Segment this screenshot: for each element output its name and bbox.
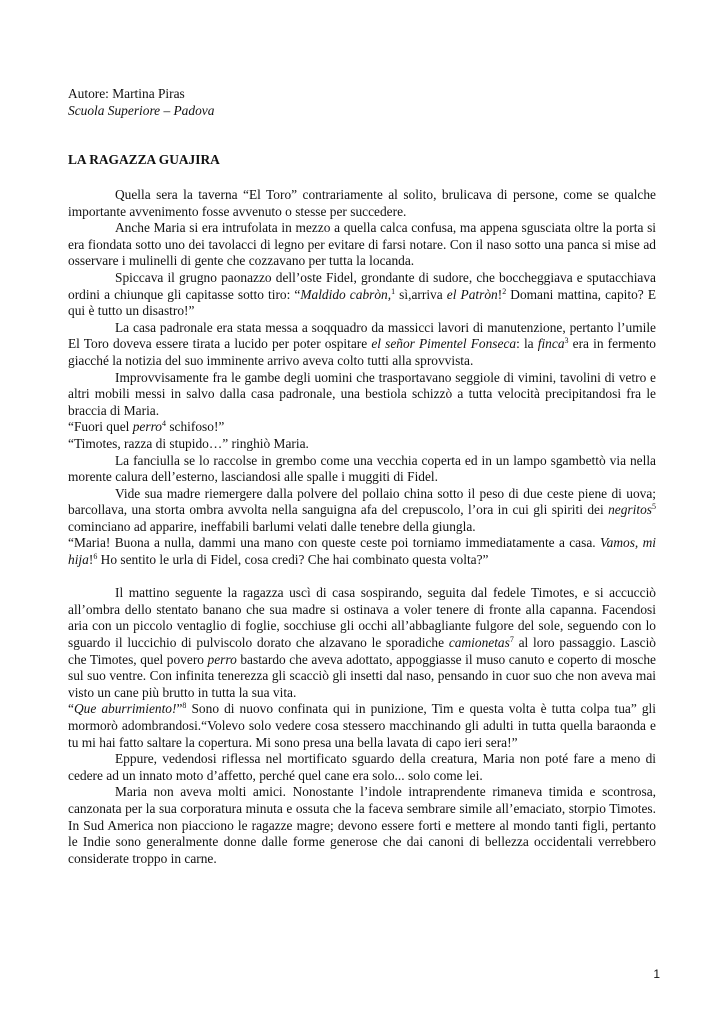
author-line: Autore: Martina Piras xyxy=(68,86,185,101)
text-run: Vide sua madre riemergere dalla polvere del pollaio china sotto il peso di due ceste piene di uova; barcollava, una storta ombra avvolta nella sanguigna afa del crepuscolo, l’ora in cui gli spiriti dei xyxy=(68,485,656,518)
text-run: al loro passaggio. Lasciò che Timotes, quel povero xyxy=(68,635,656,667)
footnote-ref-4: 4 xyxy=(161,419,166,429)
paragraph-14: Maria non aveva molti amici. Nonostante l’indole intraprendente rimaneva timida e scontrosa, canzonata per la sua corporatura minuta e ossuta che la faceva sembrare simile all’emaciato, storpio Timotes. In Sud America non piacciono le ragazze magre; devono essere forti e mettere al mondo tanti figli, pertanto le Indie sono generalmente donne dalle forme generose che dai canoni di bellezza occidentali verrebbero considerate troppo in carne. xyxy=(68,784,656,866)
text-run: : la xyxy=(516,336,538,352)
paragraph-4 xyxy=(68,320,656,370)
text-run: ! xyxy=(497,286,503,302)
paragraph-2: Anche Maria si era intrufolata in mezzo a quella calca confusa, ma appena sgusciata oltre la porta si era fiondata sotto uno dei tavolacci di legno per evitare di farsi notare. Con il naso sotto una panca si mise ad osservare i mulinelli di gente che cozzavano per tutta la locanda. xyxy=(68,220,656,269)
paragraph-13: Eppure, vedendosi riflessa nel mortificato sguardo della creatura, Maria non poté fare a meno di cedere ad un innato moto d’affetto, perché quel cane era solo... solo come lei. xyxy=(68,751,656,783)
italic-phrase: perro xyxy=(132,419,162,435)
italic-phrase: finca xyxy=(537,336,565,352)
text-run: “ xyxy=(68,701,74,717)
text-run: cominciano ad apparire, ineffabili barlumi velati dalle tenebre della giungla. xyxy=(68,518,476,534)
text-run: Domani mattina, capito? E qui è tutto un disastro!” xyxy=(68,286,656,319)
text-run: La casa padronale era stata messa a soqquadro da massicci lavori di manutenzione, pertanto l’umile El Toro doveva essere tirata a lucido per poter ospitare xyxy=(68,319,656,352)
author-block xyxy=(68,86,214,119)
footnote-ref-1: 1 xyxy=(391,286,396,296)
text-run: “Maria! Buona a nulla, dammi una mano con queste ceste poi torniamo immediatamente a casa. xyxy=(68,535,600,551)
text-run: era in fermento giacché la notizia del suo imminente arrivo aveva colto tutti alla sprovvista. xyxy=(68,336,656,368)
paragraph-6 xyxy=(68,419,656,436)
text-run: bastardo che aveva adottato, appoggiasse il muso canuto e coperto di mosche sul suo ventre. Con infinita tenerezza gli scacciò gli insetti dal naso, pensando in cuor suo che non aveva mai visto un cane più brutto in tutta la sua vita. xyxy=(68,651,656,700)
text-run: Sono di nuovo confinata qui in punizione, Tim e questa volta è tutta colpa tua” gli mormorò adombrandosi.“Volevo solo vedere cosa stessero macchinando gli adulti in tutta quella baraonda e tu mi hai fatto saltare la copertura. Mi sono presa una bella lavata di capo ieri sera!” xyxy=(68,701,656,750)
italic-phrase: camionetas xyxy=(448,635,510,651)
text-run: Ho sentito le urla di Fidel, cosa credi? Che hai combinato questa volta?” xyxy=(97,552,489,568)
italic-phrase: negritos xyxy=(608,502,652,518)
text-run: sì,arriva xyxy=(395,286,447,302)
paragraph-8: La fanciulla se lo raccolse in grembo come una vecchia coperta ed in un lampo sgambettò via nella morente calura dell’esterno, lasciandosi alle spalle i muggiti di Fidel. xyxy=(68,452,656,485)
paragraph-12 xyxy=(68,701,656,751)
school-line: Scuola Superiore – Padova xyxy=(68,102,215,118)
footnote-ref-5: 5 xyxy=(652,502,656,512)
italic-phrase: el señor Pimentel Fonseca xyxy=(371,336,517,352)
footnote-ref-8: 8 xyxy=(182,701,187,711)
footnote-ref-7: 7 xyxy=(509,635,514,645)
footnote-ref-3: 3 xyxy=(564,336,569,346)
italic-phrase: Que aburrimiento! xyxy=(73,701,177,717)
text-run: schifoso!” xyxy=(165,419,225,435)
text-run: ! xyxy=(88,552,94,568)
text-run: Il mattino seguente la ragazza uscì di casa sospirando, seguita dal fedele Timotes, e si accucciò all’ombra dello stentato banano che sua madre si ostinava a voler tenere di fronte alla capanna. Facendosi aria con un piccolo ventaglio di foglie, socchiuse gli occhi all’abbagliante fulgore del sole, seguendo con lo sguardo il luccichio di pulviscolo dorato che alzavano le sporadiche xyxy=(68,585,656,651)
page-number: 1 xyxy=(653,967,660,981)
story-title: LA RAGAZZA GUAJIRA xyxy=(68,152,220,167)
story-body xyxy=(68,187,656,867)
text-run: “Fuori quel xyxy=(68,419,133,435)
paragraph-11 xyxy=(68,585,656,701)
italic-phrase: el Patròn xyxy=(446,286,498,302)
paragraph-7: “Timotes, razza di stupido…” ringhiò Maria. xyxy=(68,435,309,451)
footnote-ref-6: 6 xyxy=(93,552,98,562)
paragraph-9 xyxy=(68,486,656,536)
paragraph-1: Quella sera la taverna “El Toro” contrariamente al solito, brulicava di persone, come se qualche importante avvenimento fosse avvenuto o stesse per succedere. xyxy=(68,187,656,219)
text-run: Spiccava il grugno paonazzo dell’oste Fidel, grondante di sudore, che boccheggiava e sputacchiava ordini a chiunque gli capitasse sotto tiro: “ xyxy=(68,269,656,302)
paragraph-3 xyxy=(68,270,656,320)
italic-phrase: perro xyxy=(207,651,237,667)
paragraph-10 xyxy=(68,535,656,568)
italic-phrase: Maldido cabròn, xyxy=(300,286,392,302)
footnote-ref-2: 2 xyxy=(502,286,507,296)
paragraph-5: Improvvisamente fra le gambe degli uomini che trasportavano seggiole di vimini, tavolini di vetro e altri mobili messi in salvo dalla casa padronale, una bestiola schizzò a tutta velocità precipitandosi fra le braccia di Maria. xyxy=(68,369,656,418)
text-run: ” xyxy=(176,701,183,717)
italic-phrase: Vamos, mi hija xyxy=(68,535,656,568)
